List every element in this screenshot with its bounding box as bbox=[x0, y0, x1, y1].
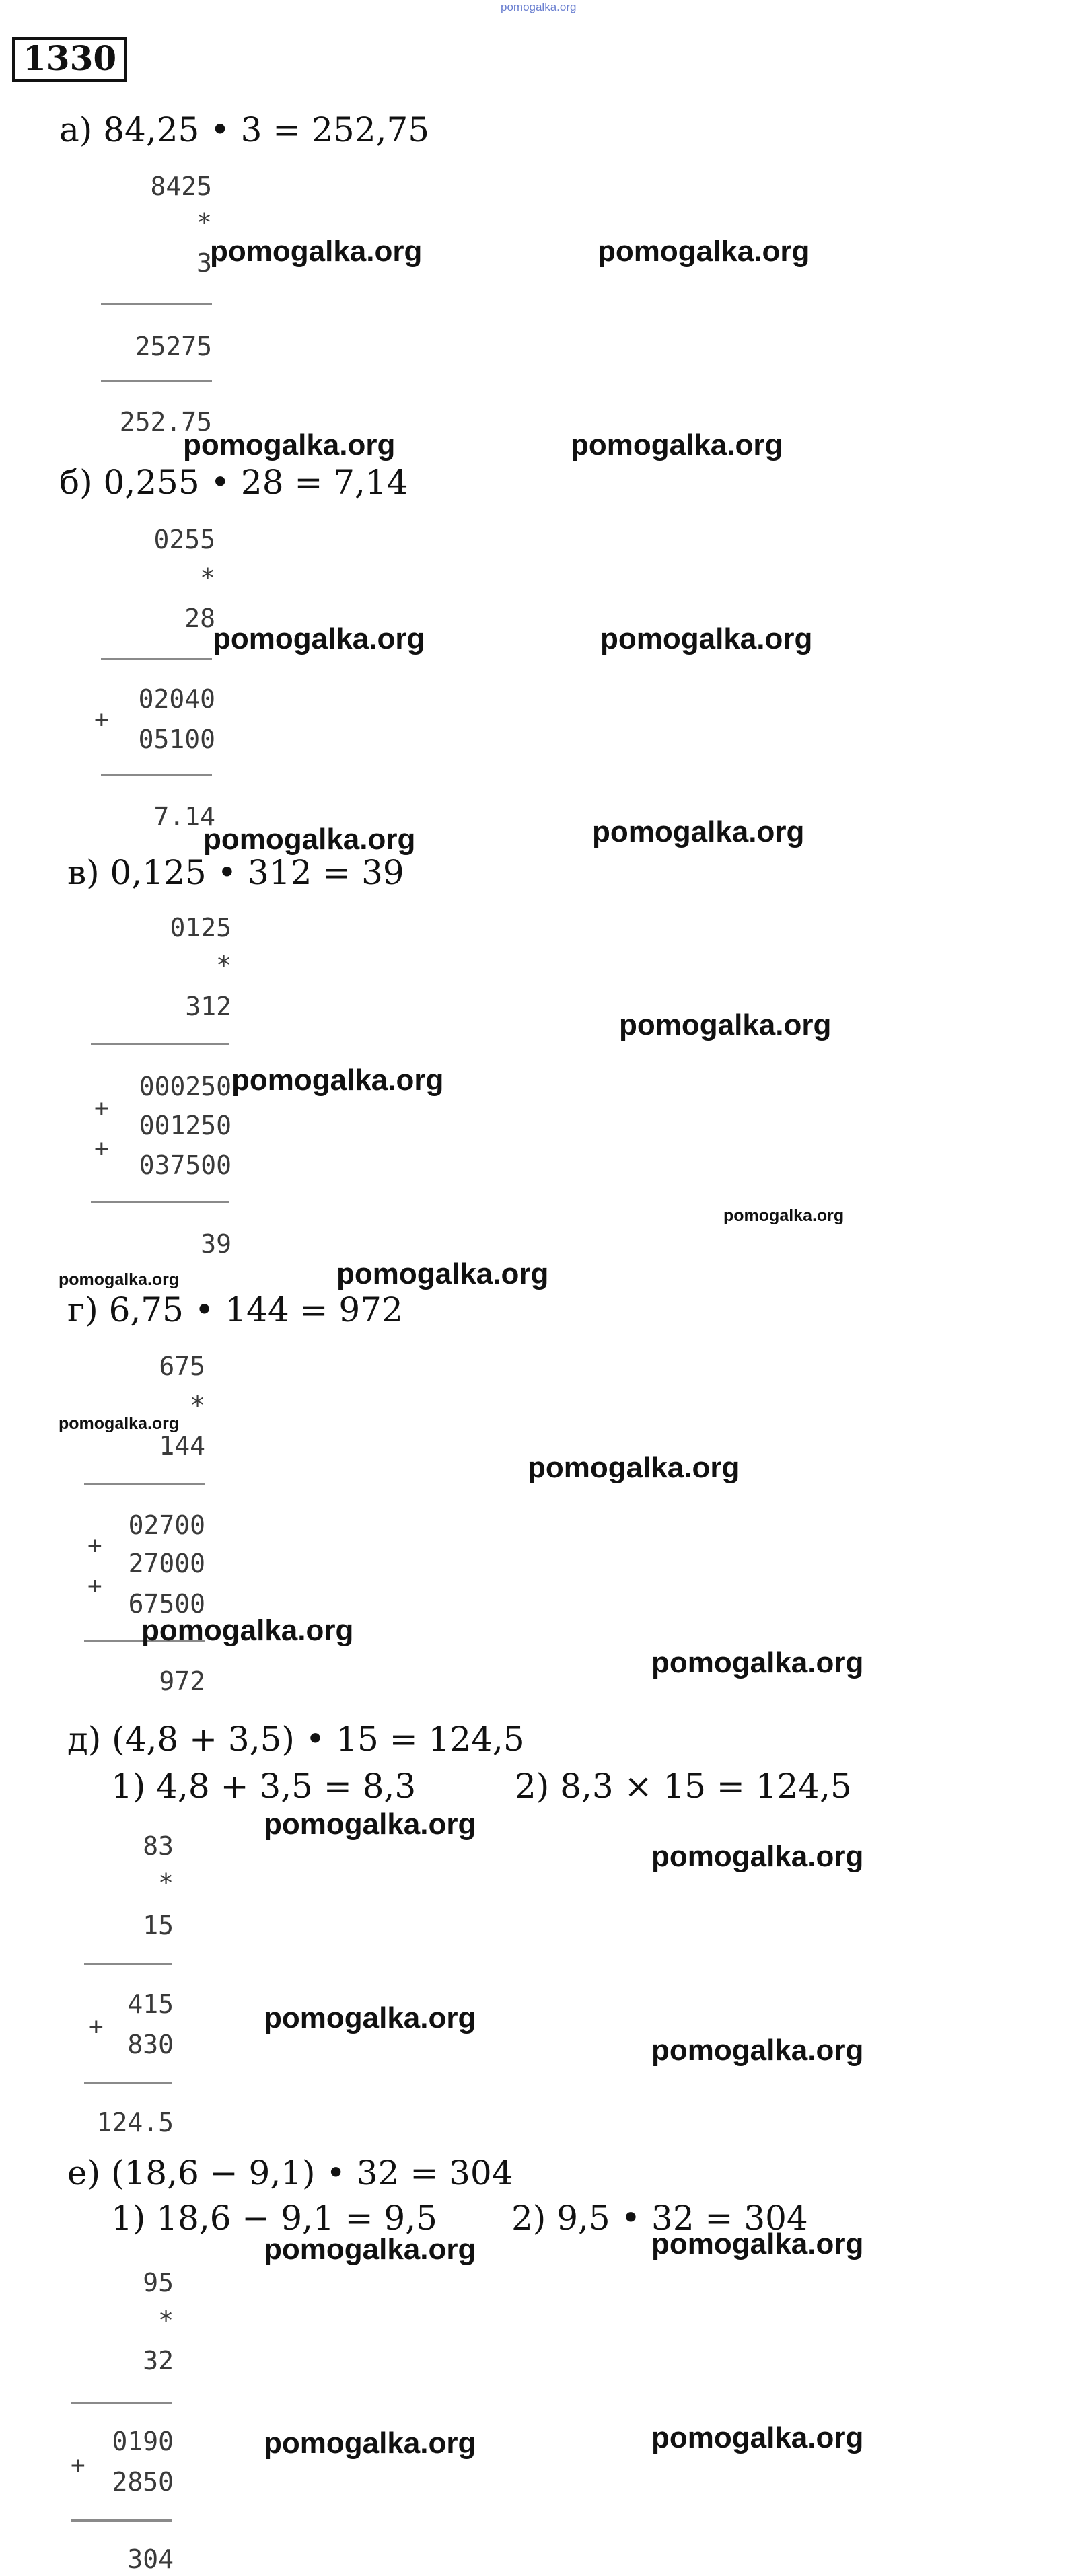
watermark: pomogalka.org bbox=[264, 2233, 476, 2266]
watermark: pomogalka.org bbox=[210, 235, 423, 268]
watermark: pomogalka.org bbox=[183, 429, 396, 462]
rule-v-2 bbox=[91, 1201, 229, 1203]
step2-e: 2) 9,5 • 32 = 304 bbox=[511, 2199, 808, 2238]
equation-b: б) 0,255 • 28 = 7,14 bbox=[59, 463, 408, 502]
watermark: pomogalka.org bbox=[651, 2034, 864, 2067]
result-b: 7.14 bbox=[153, 802, 215, 832]
partial-v-3: 037500 bbox=[139, 1150, 231, 1180]
plus-d-1: + bbox=[89, 2013, 104, 2040]
plus-v-1: + bbox=[94, 1095, 109, 1122]
watermark: pomogalka.org bbox=[651, 1840, 864, 1873]
plus-b-1: + bbox=[94, 706, 109, 733]
watermark: pomogalka.org bbox=[336, 1257, 549, 1290]
operand2-e: 32 bbox=[143, 2346, 174, 2376]
problem-number: 1330 bbox=[12, 37, 127, 82]
plus-g-2: + bbox=[87, 1572, 102, 1600]
rule-e-1 bbox=[71, 2402, 172, 2404]
operator-v: * bbox=[216, 951, 231, 980]
step2-d: 2) 8,3 × 15 = 124,5 bbox=[515, 1767, 852, 1806]
result-e: 304 bbox=[127, 2544, 174, 2574]
operator-b: * bbox=[200, 563, 215, 593]
watermark: pomogalka.org bbox=[231, 1064, 444, 1097]
operand2-a: 3 bbox=[196, 248, 212, 278]
watermark: pomogalka.org bbox=[213, 622, 425, 655]
rule-b-1 bbox=[101, 658, 212, 660]
rule-a-1 bbox=[101, 303, 212, 305]
watermark: pomogalka.org bbox=[264, 1808, 476, 1841]
watermark: pomogalka.org bbox=[651, 2421, 864, 2454]
equation-v: в) 0,125 • 312 = 39 bbox=[67, 853, 404, 892]
rule-d-1 bbox=[84, 1963, 172, 1965]
rule-g-1 bbox=[84, 1483, 205, 1485]
operator-e: * bbox=[158, 2306, 174, 2335]
step1-d: 1) 4,8 + 3,5 = 8,3 bbox=[111, 1767, 417, 1806]
equation-e: е) (18,6 − 9,1) • 32 = 304 bbox=[67, 2154, 513, 2193]
operand1-e: 95 bbox=[143, 2268, 174, 2297]
rule-b-2 bbox=[101, 774, 212, 776]
watermark: pomogalka.org bbox=[592, 815, 805, 848]
watermark: pomogalka.org bbox=[571, 429, 783, 462]
result-a: 252.75 bbox=[119, 407, 212, 437]
partial-v-2: 001250 bbox=[139, 1111, 231, 1140]
operand1-g: 675 bbox=[159, 1352, 205, 1381]
partial-v-1: 000250 bbox=[139, 1072, 231, 1101]
step1-e: 1) 18,6 − 9,1 = 9,5 bbox=[111, 2199, 437, 2238]
watermark: pomogalka.org bbox=[264, 2001, 476, 2034]
plus-v-2: + bbox=[94, 1135, 109, 1163]
operator-d: * bbox=[158, 1868, 174, 1898]
rule-d-2 bbox=[84, 2082, 172, 2084]
operand2-g: 144 bbox=[159, 1431, 205, 1461]
watermark: pomogalka.org bbox=[600, 622, 813, 655]
watermark: pomogalka.org bbox=[619, 1008, 832, 1041]
operand1-v: 0125 bbox=[170, 913, 231, 943]
operator-g: * bbox=[190, 1391, 205, 1420]
watermark: pomogalka.org bbox=[203, 823, 416, 856]
operand1-d: 83 bbox=[143, 1831, 174, 1861]
operator-a: * bbox=[196, 208, 212, 237]
equation-g: г) 6,75 • 144 = 972 bbox=[67, 1290, 403, 1329]
watermark: pomogalka.org bbox=[598, 235, 810, 268]
watermark-small: pomogalka.org bbox=[723, 1206, 844, 1225]
operand2-b: 28 bbox=[184, 603, 215, 633]
operand1-b: 0255 bbox=[153, 525, 215, 554]
watermark: pomogalka.org bbox=[528, 1451, 740, 1484]
watermark: pomogalka.org bbox=[264, 2427, 476, 2460]
partial-g-2: 27000 bbox=[128, 1549, 205, 1578]
result-d: 124.5 bbox=[96, 2108, 174, 2137]
result-v: 39 bbox=[201, 1229, 231, 1259]
watermark: pomogalka.org bbox=[651, 1646, 864, 1679]
partial-a: 25275 bbox=[135, 332, 212, 361]
equation-d: д) (4,8 + 3,5) • 15 = 124,5 bbox=[67, 1720, 525, 1759]
rule-v-1 bbox=[91, 1043, 229, 1045]
rule-a-2 bbox=[101, 380, 212, 382]
result-g: 972 bbox=[159, 1666, 205, 1696]
operand2-v: 312 bbox=[185, 992, 231, 1021]
plus-e-1: + bbox=[71, 2452, 85, 2479]
site-header-watermark: pomogalka.org bbox=[501, 1, 577, 13]
operand1-a: 8425 bbox=[150, 172, 212, 201]
partial-b-1: 02040 bbox=[138, 684, 215, 714]
plus-g-1: + bbox=[87, 1532, 102, 1559]
partial-g-1: 02700 bbox=[128, 1510, 205, 1540]
watermark-small: pomogalka.org bbox=[59, 1414, 180, 1433]
operand2-d: 15 bbox=[143, 1911, 174, 1940]
partial-e-1: 0190 bbox=[112, 2427, 174, 2456]
partial-g-3: 67500 bbox=[128, 1589, 205, 1619]
partial-d-2: 830 bbox=[127, 2030, 174, 2059]
watermark: pomogalka.org bbox=[651, 2228, 864, 2260]
partial-d-1: 415 bbox=[127, 1989, 174, 2019]
partial-e-2: 2850 bbox=[112, 2467, 174, 2497]
equation-a: а) 84,25 • 3 = 252,75 bbox=[59, 110, 430, 149]
rule-e-2 bbox=[71, 2519, 172, 2522]
watermark-small: pomogalka.org bbox=[59, 1270, 180, 1289]
partial-b-2: 05100 bbox=[138, 725, 215, 754]
watermark: pomogalka.org bbox=[141, 1614, 354, 1647]
